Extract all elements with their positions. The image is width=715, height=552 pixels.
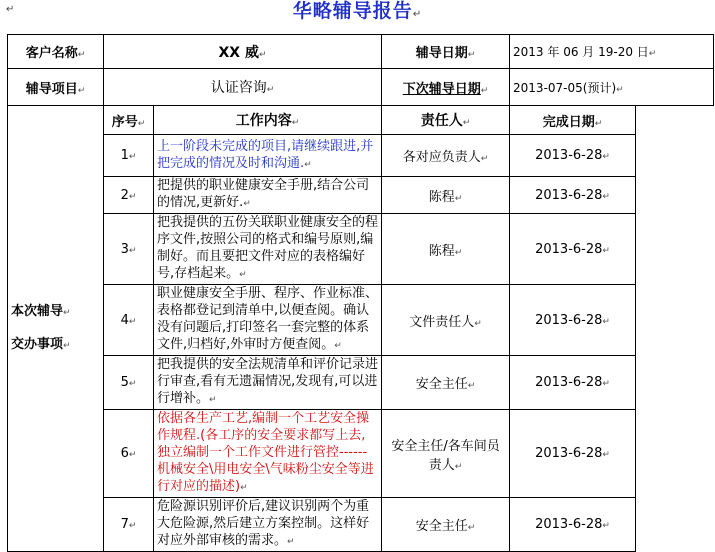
client-value-cell — [104, 35, 382, 69]
row-seq: 4↵ — [104, 285, 154, 356]
row-content: 职业健康安全手册、程序、作业标准、表格都登记到清单中,以便查阅。确认没有问题后,打印签名一套完整的体系文件,归档好,外审时方便查阅。↵ — [154, 285, 382, 356]
date-value: 2013 年 06 月 19-20 日 — [513, 45, 649, 59]
row-date: 2013-6-28↵ — [510, 214, 636, 285]
client-label: 客户名称 — [25, 46, 78, 61]
paragraph-mark-icon: ↵ — [6, 4, 15, 15]
row-seq: 2↵ — [104, 177, 154, 214]
date-label: 辅导日期 — [415, 46, 468, 61]
row-content: 把我提供的安全法规清单和评价记录进行审查,看有无遗漏情况,发现有,可以进行增补。↵ — [154, 356, 382, 410]
owner-column-header: 责任人↵ — [382, 106, 510, 135]
row-date: 2013-6-28↵ — [510, 356, 636, 410]
paragraph-mark-icon: ↵ — [648, 49, 657, 59]
page-title — [0, 0, 715, 22]
row-content: 上一阶段未完成的项目,请继续跟进,并把完成的情况及时和沟通.↵ — [154, 135, 382, 177]
row-seq: 5↵ — [104, 356, 154, 410]
paragraph-mark-icon: ↵ — [467, 50, 476, 60]
row-seq: 6↵ — [104, 410, 154, 498]
section-label-cell — [8, 106, 104, 552]
table-row — [8, 135, 714, 177]
task-column-header-row — [8, 106, 714, 135]
client-label-cell — [8, 35, 104, 69]
date-value-cell — [510, 35, 714, 69]
paragraph-mark-icon: ↵ — [616, 84, 624, 95]
header-row-client — [8, 35, 714, 69]
section-label-line2: 交办事项↵ — [11, 336, 71, 352]
row-date: 2013-6-28↵ — [510, 498, 636, 552]
table-row — [8, 214, 714, 285]
header-row-project — [8, 69, 714, 106]
row-owner: 安全主任↵ — [382, 498, 510, 552]
report-table — [7, 34, 714, 552]
row-seq: 1↵ — [104, 135, 154, 177]
next-date-label-cell — [382, 69, 510, 106]
paragraph-mark-icon: ↵ — [258, 49, 267, 60]
row-content: 危险源识别评价后,建议识别两个为重大危险源,然后建立方案控制。这样好对应外部审核的需求。↵ — [154, 498, 382, 552]
date-label-cell — [382, 35, 510, 69]
project-label: 辅导项目 — [25, 81, 78, 97]
next-date-label: 下次辅导日期 — [402, 81, 481, 97]
project-value-cell — [104, 69, 382, 106]
paragraph-mark-icon: ↵ — [266, 85, 275, 95]
row-owner: 安全主任↵ — [382, 356, 510, 410]
seq-column-header: 序号↵ — [104, 106, 154, 135]
table-row — [8, 356, 714, 410]
row-owner: 陈程↵ — [382, 214, 510, 285]
table-row — [8, 177, 714, 214]
row-date: 2013-6-28↵ — [510, 285, 636, 356]
section-label-line1: 本次辅导↵ — [11, 303, 71, 319]
report-title: 华略辅导报告 — [292, 0, 413, 22]
project-label-cell — [8, 69, 104, 106]
content-column-header: 工作内容↵ — [154, 106, 382, 135]
table-row — [8, 285, 714, 356]
row-owner: 陈程↵ — [382, 177, 510, 214]
table-row — [8, 410, 714, 498]
paragraph-mark-icon: ↵ — [77, 85, 86, 96]
table-row — [8, 498, 714, 552]
row-date: 2013-6-28↵ — [510, 410, 636, 498]
row-owner: 文件责任人↵ — [382, 285, 510, 356]
paragraph-mark-icon: ↵ — [77, 50, 86, 60]
paragraph-mark-icon: ↵ — [412, 9, 423, 20]
next-date-value-cell — [510, 69, 714, 106]
row-date: 2013-6-28↵ — [510, 135, 636, 177]
row-content: 把我提供的五份关联职业健康安全的程序文件,按照公司的格式和编号原则,编制好。而且要把文件对应的表格编好号,存档起来。↵ — [154, 214, 382, 285]
row-seq: 3↵ — [104, 214, 154, 285]
row-content: 把提供的职业健康安全手册,结合公司的情况,更新好.↵ — [154, 177, 382, 214]
row-owner: 安全主任/各车间员责人↵ — [382, 410, 510, 498]
paragraph-mark-icon: ↵ — [480, 85, 489, 96]
row-seq: 7↵ — [104, 498, 154, 552]
row-owner: 各对应负责人↵ — [382, 135, 510, 177]
client-value: XX 威 — [218, 44, 259, 61]
done-date-column-header: 完成日期↵ — [510, 106, 636, 135]
row-content: 依据各生产工艺,编制一个工艺安全操作规程.(各工序的安全要求都写上去,独立编制一个工作文件进行管控------机械安全\用电安全\气味粉尘安全等进行对应的描述)↵ — [154, 410, 382, 498]
project-value: 认证咨询 — [210, 80, 267, 96]
row-date: 2013-6-28↵ — [510, 177, 636, 214]
next-date-value: 2013-07-05(预计) — [513, 80, 617, 95]
